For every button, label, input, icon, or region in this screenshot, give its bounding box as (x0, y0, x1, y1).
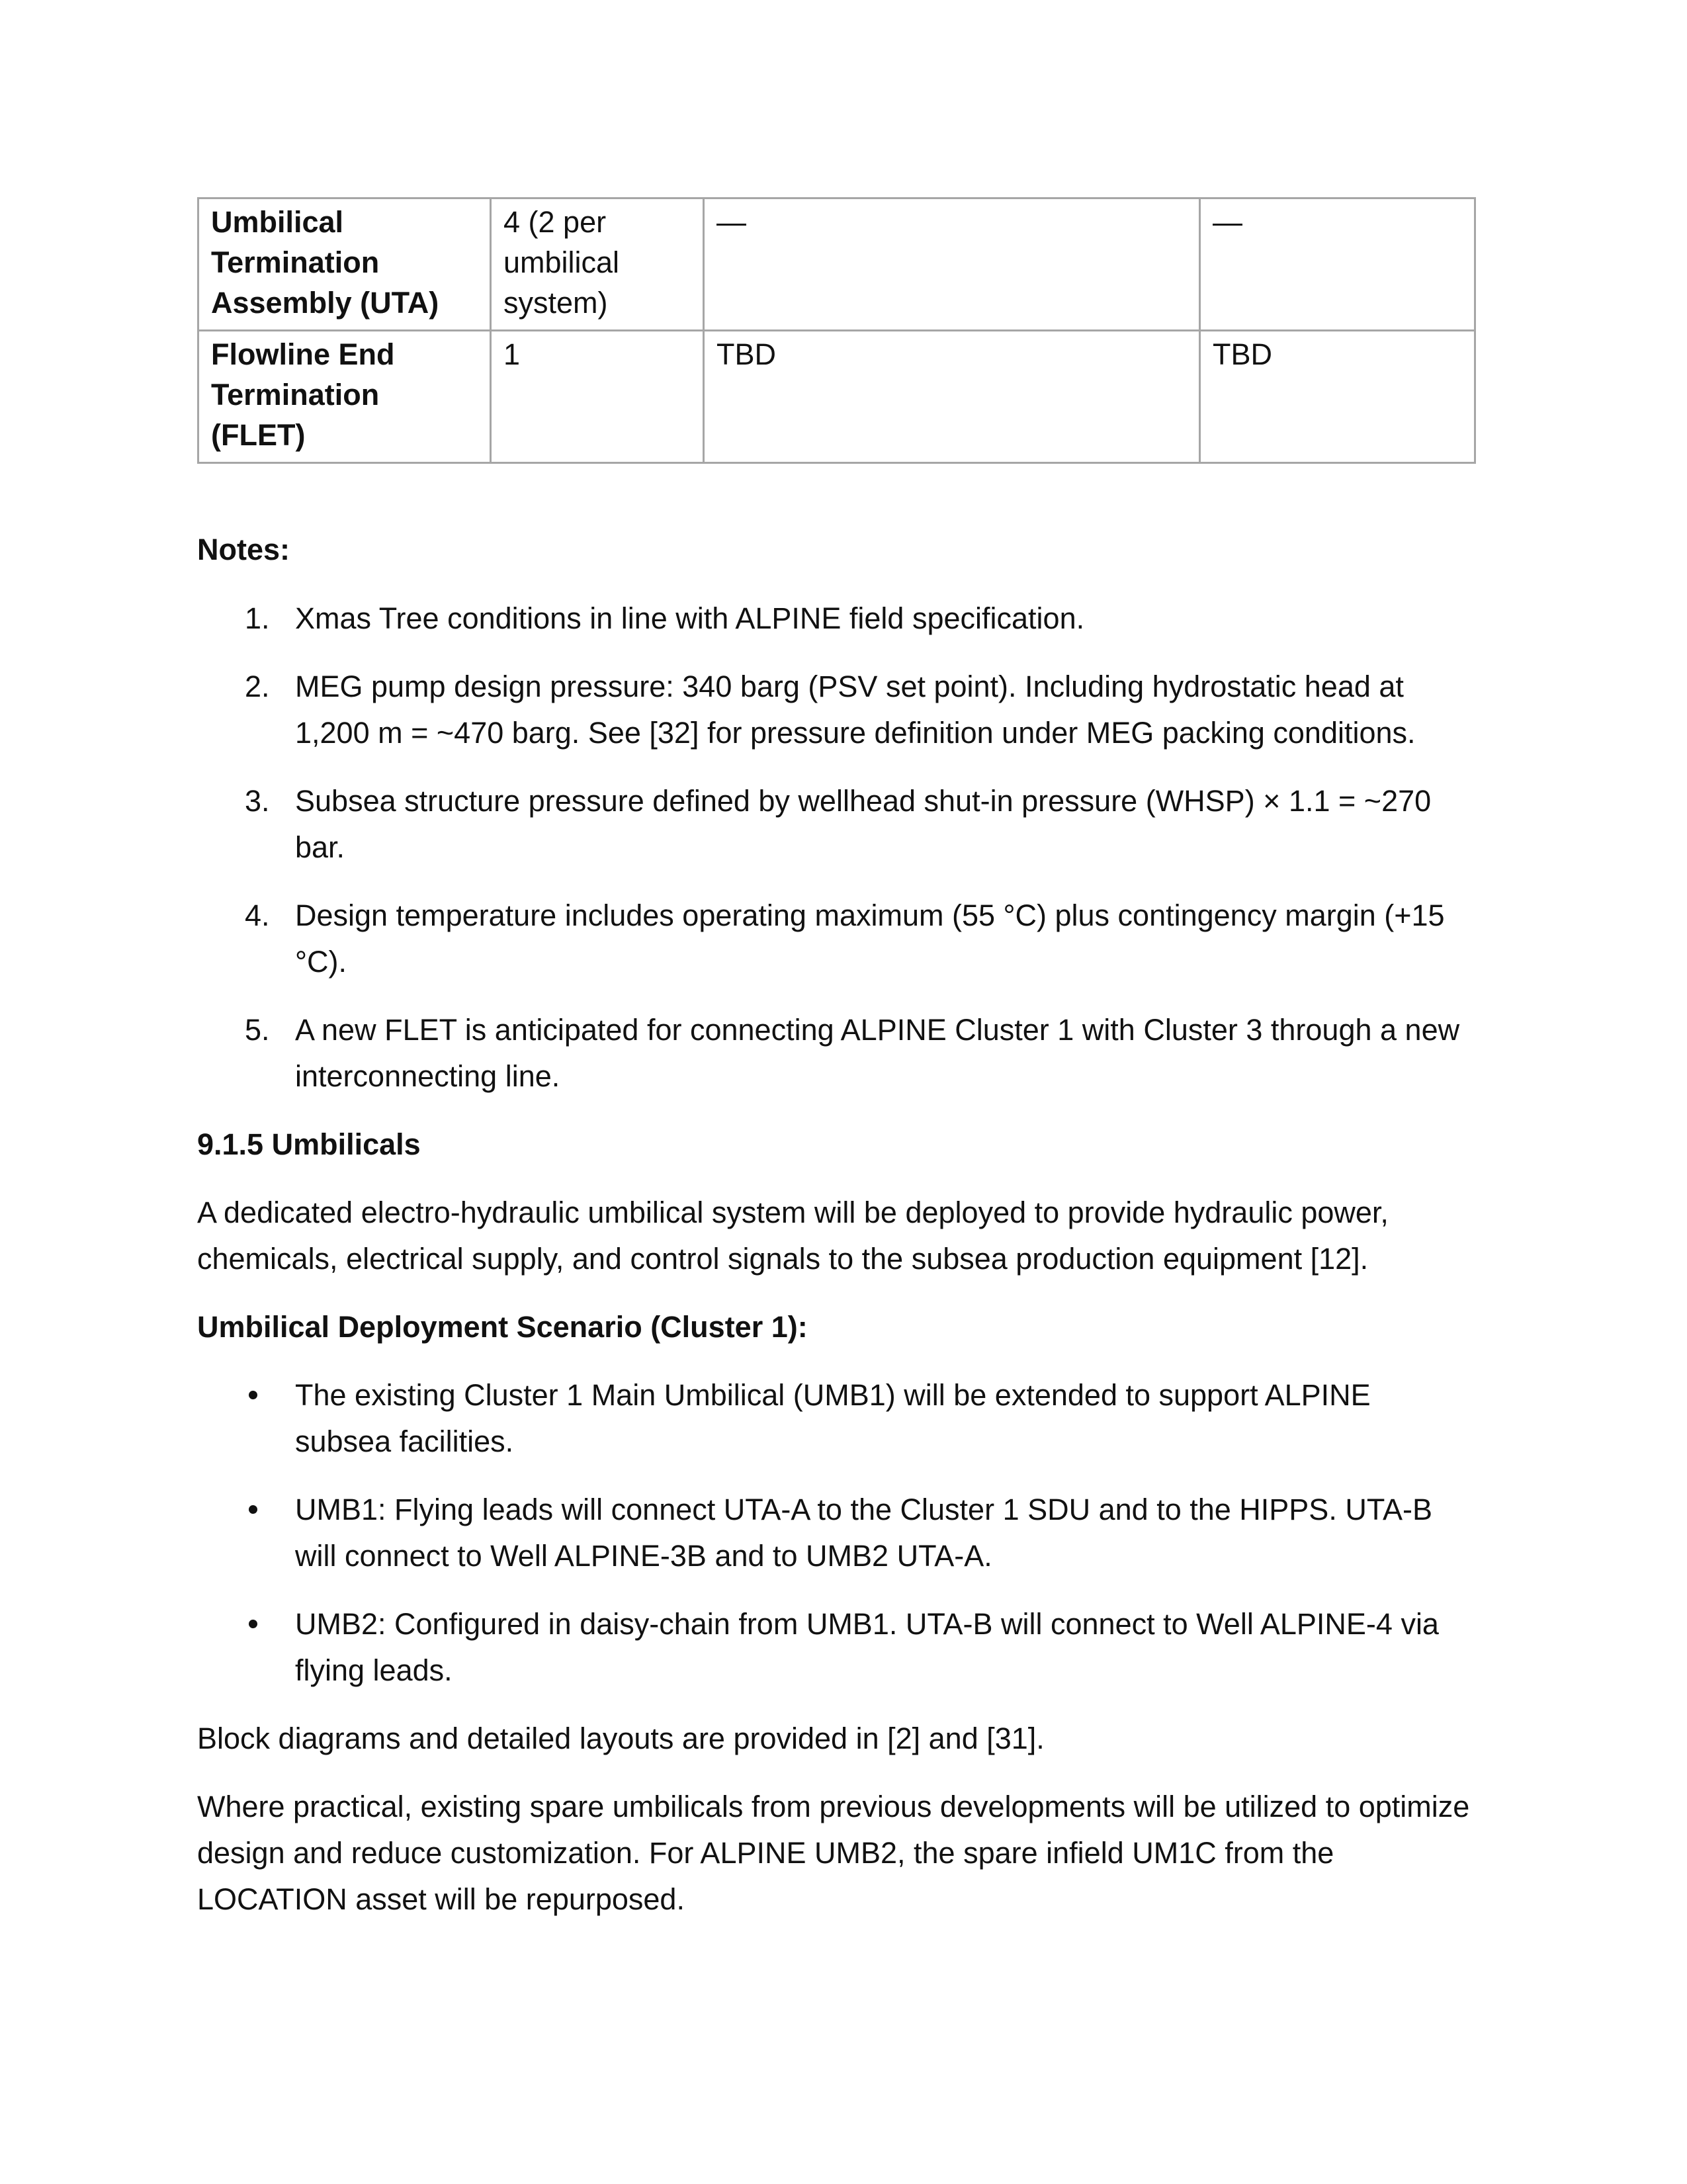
paragraph-spare-umbilicals: Where practical, existing spare umbilicals from previous developments will be utilized to optimize design and reduce customization. For ALPINE UMB2, the spare infield UM1C from the LOCATION asset will be repurposed. (197, 1790, 1470, 1916)
list-item (197, 1601, 1474, 1694)
table-cell-quantity: 4 (2 per umbilical system) (491, 198, 704, 331)
table-cell-name: Umbilical Termination Assembly (UTA) (198, 198, 491, 331)
note-text: A new FLET is anticipated for connecting ALPINE Cluster 1 with Cluster 3 through a new interconnecting line. (295, 1013, 1460, 1093)
subsection-heading: Umbilical Deployment Scenario (Cluster 1): (197, 1310, 808, 1344)
bullet-icon (249, 1505, 257, 1514)
note-item (197, 778, 1474, 871)
table-cell: TBD (1200, 331, 1475, 463)
section-heading: 9.1.5 Umbilicals (197, 1127, 421, 1161)
bullet-icon (249, 1391, 257, 1399)
notes-title: Notes: (197, 533, 290, 566)
table-row (198, 198, 1475, 331)
note-item (197, 664, 1474, 756)
note-text: Xmas Tree conditions in line with ALPINE field specification. (295, 601, 1085, 635)
list-item (197, 1487, 1474, 1579)
note-number: 4. (245, 898, 270, 932)
note-item (197, 595, 1474, 642)
note-number: 3. (245, 784, 270, 818)
document-page (197, 197, 1474, 1944)
note-item (197, 893, 1474, 985)
note-number: 2. (245, 670, 270, 703)
deployment-list (197, 1372, 1474, 1694)
note-text: Design temperature includes operating maximum (55 °C) plus contingency margin (+15 °C). (295, 898, 1445, 979)
note-text: MEG pump design pressure: 340 barg (PSV set point). Including hydrostatic head at 1,200 m = ~470 barg. See [32] for pressure definition under MEG packing conditions. (295, 670, 1416, 750)
list-item (197, 1372, 1474, 1465)
notes-list (197, 595, 1474, 1100)
table-cell: TBD (704, 331, 1200, 463)
list-item-text: The existing Cluster 1 Main Umbilical (UMB1) will be extended to support ALPINE subsea facilities. (295, 1378, 1371, 1458)
list-item-text: UMB1: Flying leads will connect UTA-A to the Cluster 1 SDU and to the HIPPS. UTA-B will connect to Well ALPINE-3B and to UMB2 UTA-A. (295, 1493, 1432, 1573)
note-number: 1. (245, 601, 270, 635)
table-cell: — (1200, 198, 1475, 331)
note-number: 5. (245, 1013, 270, 1047)
table-row (198, 331, 1475, 463)
table-cell: — (704, 198, 1200, 331)
list-item-text: UMB2: Configured in daisy-chain from UMB1. UTA-B will connect to Well ALPINE-4 via flying leads. (295, 1607, 1439, 1687)
section-intro: A dedicated electro-hydraulic umbilical system will be deployed to provide hydraulic power, chemicals, electrical supply, and control signals to the subsea production equipment [12]. (197, 1196, 1389, 1276)
table-cell-quantity: 1 (491, 331, 704, 463)
paragraph-references: Block diagrams and detailed layouts are provided in [2] and [31]. (197, 1722, 1045, 1755)
note-text: Subsea structure pressure defined by wellhead shut-in pressure (WHSP) × 1.1 = ~270 bar. (295, 784, 1432, 864)
table-cell-name: Flowline End Termination (FLET) (198, 331, 491, 463)
note-item (197, 1007, 1474, 1100)
bullet-icon (249, 1620, 257, 1628)
equipment-table (197, 197, 1476, 464)
